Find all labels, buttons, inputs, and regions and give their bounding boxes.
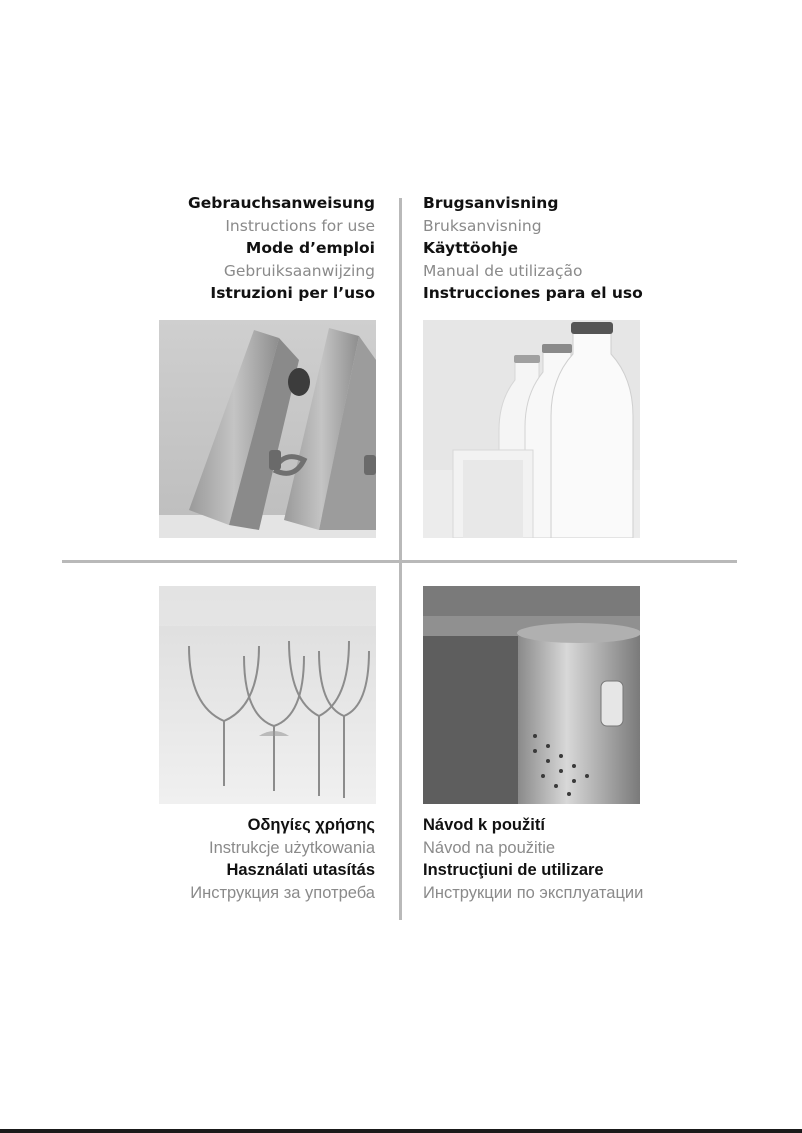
titles-top-left <box>188 192 375 305</box>
title-line: Használati utasítás <box>226 861 375 879</box>
title-line: Инструкции по эксплуатации <box>423 883 644 902</box>
titles-top-right <box>423 192 643 305</box>
title-line: Οδηγίες χρήσης <box>247 816 375 834</box>
vertical-divider <box>399 198 402 920</box>
clothespins-photo <box>159 320 376 538</box>
title-line: Mode d’emploi <box>245 239 375 257</box>
title-line: Brugsanvisning <box>423 194 559 212</box>
title-line: Instrucciones para el uso <box>423 284 643 302</box>
title-line: Gebruiksaanwijzing <box>223 261 375 280</box>
title-line: Návod k použití <box>423 816 545 834</box>
title-line: Gebrauchsanweisung <box>188 194 375 212</box>
title-line: Istruzioni per l’uso <box>210 284 375 302</box>
title-line: Instrukcje użytkowania <box>209 838 375 857</box>
milk-bottles-photo <box>423 320 640 538</box>
titles-bottom-left <box>190 814 375 904</box>
horizontal-divider <box>62 560 737 563</box>
title-line: Instrucţiuni de utilizare <box>423 861 604 879</box>
title-line: Návod na použitie <box>423 838 556 857</box>
wine-glasses-photo <box>159 586 376 804</box>
title-line: Käyttöohje <box>423 239 519 257</box>
title-line: Инструкция за употреба <box>190 883 375 902</box>
titles-bottom-right <box>423 814 643 904</box>
title-line: Instructions for use <box>225 216 375 235</box>
title-line: Manual de utilização <box>423 261 583 280</box>
title-line: Bruksanvisning <box>423 216 542 235</box>
colander-photo <box>423 586 640 804</box>
bottom-rule <box>0 1129 802 1133</box>
